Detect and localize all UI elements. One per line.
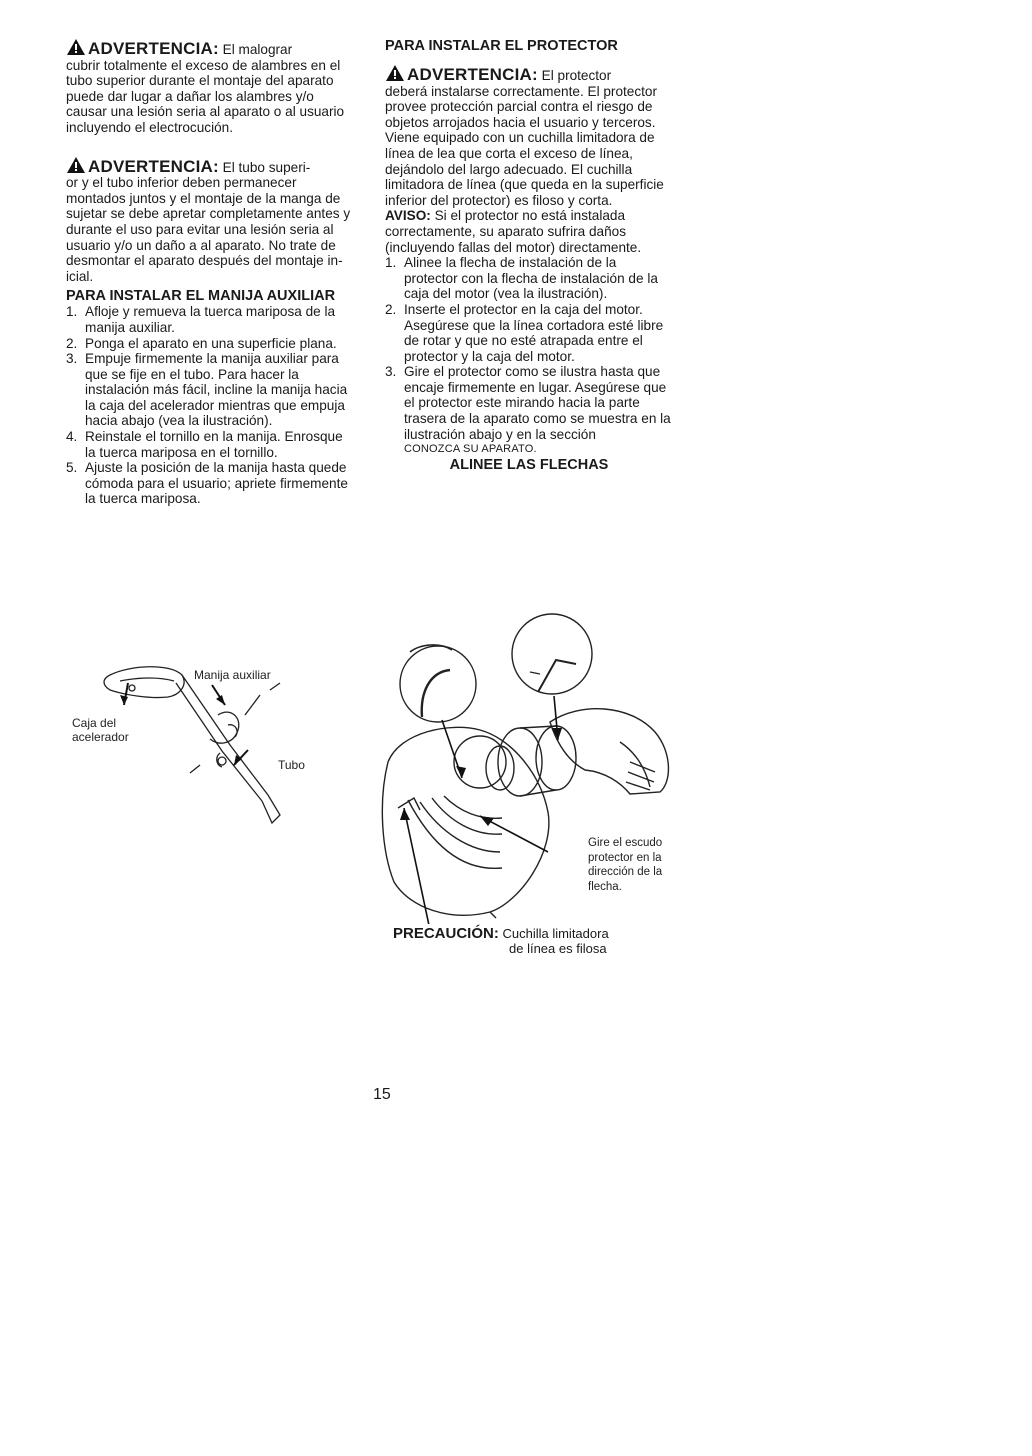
warning-lead: El malograr [222, 42, 293, 57]
handle-steps [66, 304, 352, 507]
caution-label: PRECAUCIÓN: [393, 925, 499, 942]
section-heading-handle: PARA INSTALAR EL MANIJA AUXILIAR [66, 288, 336, 305]
handle-illustration [70, 655, 370, 845]
list-item: 3. Gire el protector como se ilustra hasta que encaje firmemente en lugar. Asegúrese que el protector este mirando hacia la parte trasera de la aparato como se muestra en la ilustración abajo y en la sección CONOZCA SU APARATO. [385, 364, 673, 458]
list-item: 2. Inserte el protector en la caja del motor. Asegúrese que la línea cortadora esté libre de rotar y que no esté atrapada entre el protector y la caja del motor. [385, 301, 664, 364]
section-reference: CONOZCA SU APARATO. [404, 443, 537, 456]
warning-text: cubrir totalmente el exceso de alambres en el tubo superior durante el montaje del aparato puede dar lugar a dañar los alambres y/o causar una lesión seria al aparato o al usuario incluyendo el electrocución. [66, 57, 345, 135]
warning-text: or y el tubo inferior deben permanecer montados juntos y el montaje de la manga de sujetar se debe apretar completamente antes y durante el uso para evitar una lesión seria al usuario y/o un daño a al aparato. No trate de desmontar el aparato después del montaje inicial. [66, 175, 351, 284]
warning-lead: El protector [541, 68, 612, 83]
caution-note [393, 926, 609, 956]
warning-text: deberá instalarse correctamente. El protector provee protección parcial contra el riesgo de objetos arrojados hacia el usuario y terceros. Viene equipado con un cuchilla limitadora de línea de lea que corta el exceso de línea, dejándolo del largo adecuado. El cuchilla limitadora de línea (que queda en la superficie inferior del protector) es filoso y corta. [385, 83, 664, 208]
guard-steps [385, 255, 673, 458]
caution-text-2: de línea es filosa [509, 941, 607, 956]
warning-block-1 [66, 38, 352, 136]
list-item: 4. Reinstale el tornillo en la manija. Enrosque la tuerca mariposa en el tornillo. [66, 429, 343, 460]
arrow-icon [216, 695, 225, 705]
guard-illustration [380, 612, 680, 924]
warning-block-3 [385, 64, 673, 208]
warning-triangle-icon [66, 156, 86, 174]
arrow-icon [120, 695, 128, 705]
list-item: 2. Ponga el aparato en una superficie plana. [66, 335, 337, 351]
warning-label: ADVERTENCIA: [407, 65, 538, 84]
warning-label: ADVERTENCIA: [88, 39, 219, 58]
notice [385, 208, 673, 255]
warning-lead: El tubo superi- [222, 159, 311, 175]
arrow-icon [480, 816, 494, 826]
page-number: 15 [373, 1086, 391, 1103]
trimmer-handle-drawing [70, 655, 370, 845]
list-item: 3. Empuje firmemente la manija auxiliar para que se fije en el tubo. Para hacer la instalación más fácil, incline la manija hacia la caja del acelerador mientras que empuja hacia abajo (vea la ilustración). [66, 351, 348, 429]
warning-label: ADVERTENCIA: [88, 156, 219, 176]
left-column [66, 38, 352, 507]
label-rotate-guard: Gire el escudo protector en la dirección de la flecha. [588, 837, 663, 893]
list-item: 1. Afloje y remueva la tuerca mariposa de la manija auxiliar. [66, 304, 336, 335]
section-heading-guard: PARA INSTALAR EL PROTECTOR [385, 38, 618, 54]
caution-text-1: Cuchilla limitadora [502, 926, 609, 941]
figure-title: ALINEE LAS FLECHAS [449, 456, 609, 473]
list-item: 1. Alinee la flecha de instalación de la protector con la flecha de instalación de la caja del motor (vea la ilustración). [385, 255, 658, 302]
warning-triangle-icon [66, 38, 86, 56]
warning-triangle-icon [385, 64, 405, 82]
right-column [385, 38, 673, 473]
label-handle: Manija auxiliar [194, 668, 271, 682]
label-throttle: Caja del acelerador [72, 716, 129, 744]
notice-label: AVISO: [385, 208, 431, 224]
list-item: 5. Ajuste la posición de la manija hasta quede cómoda para el usuario; apriete firmemente la tuerca mariposa. [66, 460, 348, 507]
warning-block-2 [66, 156, 352, 285]
label-tube: Tubo [278, 758, 305, 772]
notice-text: Si el protector no está instalada correctamente, su aparato sufrira daños (incluyendo fallas del motor) directamente. [385, 208, 642, 255]
